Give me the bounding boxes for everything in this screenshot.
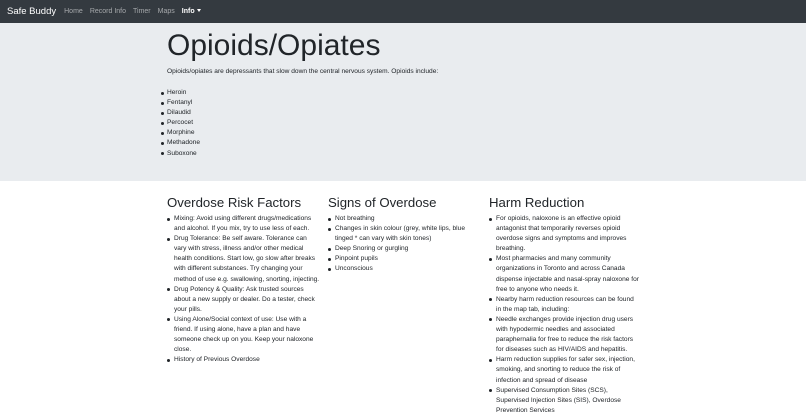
list-item: Drug Potency & Quality: Ask trusted sources about a new supply or dealer. Do a tester, check your pills.	[167, 285, 320, 315]
risk-factors-list	[167, 214, 320, 365]
info-columns	[167, 194, 647, 416]
list-item: Supervised Consumption Sites (SCS), Supervised Injection Sites (SIS), Overdose Prevention Services	[489, 386, 639, 416]
list-item: Deep Snoring or gurgling	[328, 244, 481, 254]
list-item: Needle exchanges provide injection drug users with hypodermic needles and associated paraphernalia for free to reduce the risk factors for diseases such as HIV/AIDS and hepatitis.	[489, 315, 639, 355]
hero-section	[0, 23, 806, 181]
opioid-list	[167, 88, 647, 159]
list-item: Nearby harm reduction resources can be found in the map tab, including:	[489, 295, 639, 315]
list-item: Unconscious	[328, 264, 481, 274]
nav-link-home[interactable]: Home	[64, 8, 83, 15]
signs-list	[328, 214, 481, 275]
signs-of-overdose-column	[328, 194, 489, 416]
nav-link-record-info[interactable]: Record Info	[89, 8, 126, 15]
list-item: Dilaudid	[167, 108, 647, 118]
hero-lead: Opioids/opiates are depressants that slow down the central nervous system. Opioids include:	[167, 68, 439, 75]
top-navbar	[0, 0, 806, 23]
section-heading: Signs of Overdose	[328, 195, 437, 210]
list-item: Suboxone	[167, 149, 647, 159]
list-item: History of Previous Overdose	[167, 355, 320, 365]
nav-link-maps[interactable]: Maps	[157, 8, 175, 15]
brand-logo[interactable]: Safe Buddy	[7, 6, 57, 17]
list-item: Drug Tolerance: Be self aware. Tolerance can vary with stress, illness and/or other medical health conditions. Start low, go slow after breaks with different substances. Try changing your method of use e.g. swallowing, snorting, injecting.	[167, 234, 320, 284]
list-item: Most pharmacies and many community organizations in Toronto and across Canada dispense injectable and nasal-spray naloxone for free to anyone who needs it.	[489, 254, 639, 294]
harm-reduction-column	[489, 194, 647, 416]
overdose-risk-factors-column	[167, 194, 328, 416]
section-heading: Harm Reduction	[489, 195, 585, 210]
list-item: Harm reduction supplies for safer sex, injection, smoking, and snorting to reduce the risk of infection and spread of disease	[489, 355, 639, 385]
list-item: Using Alone/Social context of use: Use with a friend. If using alone, have a plan and have someone check up on you. Keep your naloxone close.	[167, 315, 320, 355]
list-item: Morphine	[167, 128, 647, 138]
harm-reduction-list	[489, 214, 639, 416]
list-item: Not breathing	[328, 214, 481, 224]
section-heading: Overdose Risk Factors	[167, 195, 302, 210]
nav-dropdown-info[interactable]	[182, 8, 201, 15]
list-item: Percocet	[167, 118, 647, 128]
caret-down-icon	[197, 9, 201, 12]
nav-link-timer[interactable]: Timer	[133, 8, 151, 15]
list-item: Mixing: Avoid using different drugs/medications and alcohol. If you mix, try to use less of each.	[167, 214, 320, 234]
list-item: Changes in skin colour (grey, white lips, blue tinged * can vary with skin tones)	[328, 224, 481, 244]
page-title: Opioids/Opiates	[167, 29, 381, 62]
list-item: Pinpoint pupils	[328, 254, 481, 264]
list-item: For opioids, naloxone is an effective opioid antagonist that temporarily reverses opioid overdose signs and symptoms and improves breathing.	[489, 214, 639, 254]
list-item: Heroin	[167, 88, 647, 98]
list-item: Fentanyl	[167, 98, 647, 108]
hero-content	[167, 29, 647, 159]
nav-dropdown-info-label: Info	[181, 8, 195, 15]
list-item: Methadone	[167, 138, 647, 148]
